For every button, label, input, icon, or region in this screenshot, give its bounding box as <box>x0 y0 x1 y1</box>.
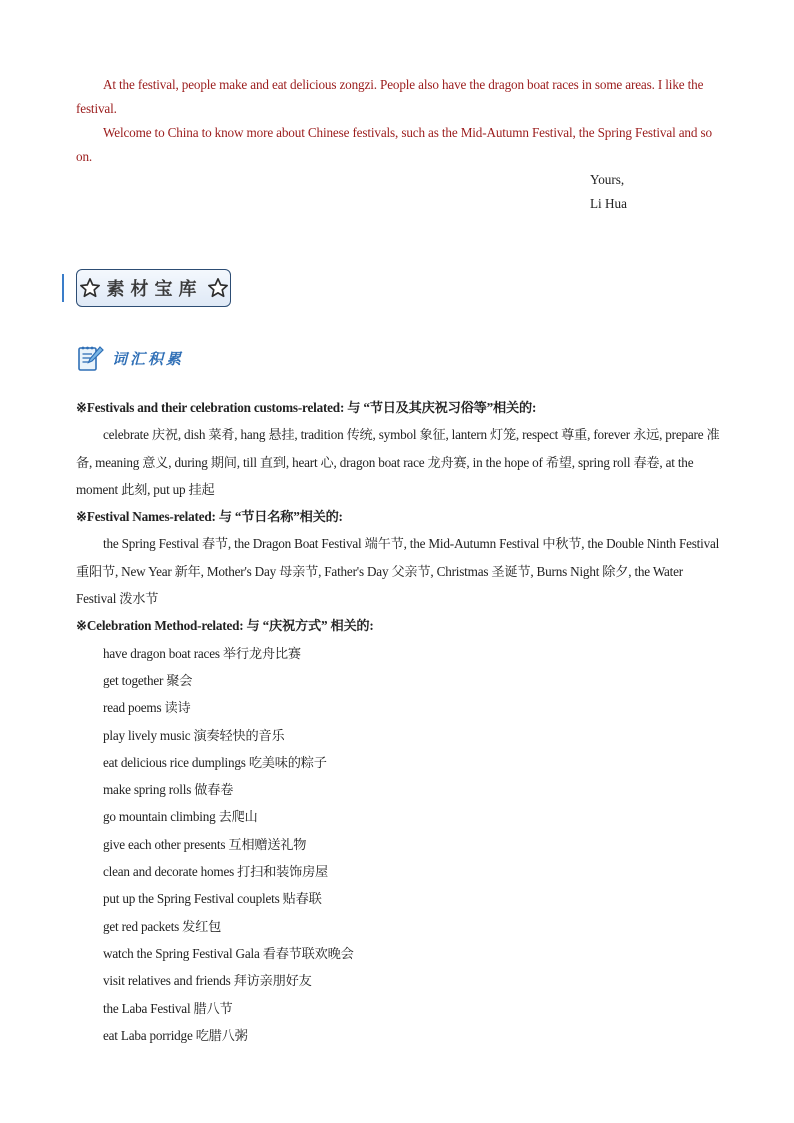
letter-paragraph-2: Welcome to China to know more about Chinese festivals, such as the Mid-Autumn Festival, the Spring Festival and so on. <box>76 125 712 164</box>
vocab-header <box>76 343 184 373</box>
list-item: make spring rolls 做春卷 <box>103 782 234 798</box>
category-heading: ※Celebration Method-related: 与 “庆祝方式” 相关的: <box>76 618 374 634</box>
notepad-pencil-icon <box>76 343 104 373</box>
section-title: 素材宝库 <box>106 279 203 300</box>
letter-signature: Li Hua <box>590 196 627 211</box>
list-item: get red packets 发红包 <box>103 918 222 934</box>
category-words: celebrate 庆祝, dish 菜肴, hang 悬挂, tradition 传统, symbol 象征, lantern 灯笼, respect 尊重, forever 永远, prepare 准备, meaning 意义, during 期间, till 直到, heart 心, dragon boat race 龙舟赛, in the hope of 希望, spring roll 春卷, at the moment 此刻, put up 挂起 <box>76 427 720 497</box>
list-item: have dragon boat races 举行龙舟比赛 <box>103 645 301 661</box>
star-outline-icon <box>79 277 101 299</box>
list-item: give each other presents 互相赠送礼物 <box>103 836 307 852</box>
letter-paragraph-1: At the festival, people make and eat delicious zongzi. People also have the dragon boat races in some areas. I like the festival. <box>76 77 704 116</box>
letter-closing: Yours, <box>590 172 625 187</box>
list-item: get together 聚会 <box>103 672 193 688</box>
list-item: put up the Spring Festival couplets 贴春联 <box>103 891 322 907</box>
category-heading: ※Festivals and their celebration customs-related: 与 “节日及其庆祝习俗等”相关的: <box>76 400 537 415</box>
category-words: the Spring Festival 春节, the Dragon Boat Festival 端午节, the Mid-Autumn Festival 中秋节, the Double Ninth Festival 重阳节, New Year 新年, Mother's Day 母亲节, Father's Day 父亲节, Christmas 圣诞节, Burns Night 除夕, the Water Festival 泼水节 <box>76 536 720 607</box>
list-item: go mountain climbing 去爬山 <box>103 809 258 825</box>
list-item: eat delicious rice dumplings 吃美味的粽子 <box>103 754 327 770</box>
list-item: play lively music 演奏轻快的音乐 <box>103 727 285 743</box>
list-item: read poems 读诗 <box>103 700 191 716</box>
list-item: clean and decorate homes 打扫和装饰房屋 <box>103 864 329 880</box>
letter-body <box>76 73 720 169</box>
section-title-box <box>76 269 231 307</box>
list-item: the Laba Festival 腊八节 <box>103 1000 233 1016</box>
vocab-content <box>76 394 720 1049</box>
list-item: visit relatives and friends 拜访亲朋好友 <box>103 973 312 989</box>
section-accent-bar <box>62 274 64 302</box>
star-outline-icon <box>207 277 229 299</box>
list-item: eat Laba porridge 吃腊八粥 <box>103 1027 248 1043</box>
letter-signoff <box>590 168 627 216</box>
category-heading: ※Festival Names-related: 与 “节日名称”相关的: <box>76 509 343 525</box>
list-item: watch the Spring Festival Gala 看春节联欢晚会 <box>103 945 354 961</box>
vocab-title: 词汇积累 <box>112 349 185 368</box>
